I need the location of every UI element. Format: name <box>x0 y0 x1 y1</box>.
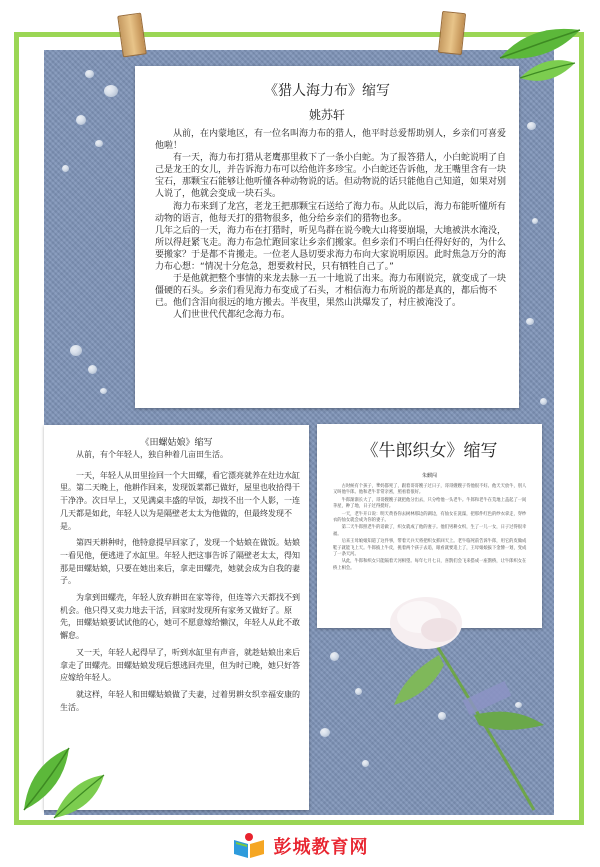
water-drop <box>532 218 538 224</box>
paragraph: 古时候有个孩子，爹妈都死了，跟着哥哥嫂子过日子，哥哥嫂嫂子待他很不好。他天天放牛，别人又叫他牛郎。他和老牛非常亲密，照看着很好。 <box>333 484 527 496</box>
water-drop <box>88 365 97 374</box>
article-body <box>333 484 529 573</box>
book-logo-icon <box>232 832 266 860</box>
water-drop <box>104 85 118 97</box>
article-hailibu <box>135 66 519 408</box>
paragraph: 几年之后的一天，海力布在打猎时，听见鸟群在说今晚大山将要崩塌，大地被洪水淹没，所以得赶紧飞走。海力布急忙跑回家让乡亲们搬家。但乡亲们不明白任得好好的，为什么要搬家？于是都不肯搬走。一位老人恳切要求海力布向大家说明原因。此时焦急万分的海力布心想：“情况十分危急，想要救村民，只有牺牲自己了。” <box>155 225 507 273</box>
paragraph: 牛郎渐渐长大了，哥哥嫂嫂子就把他分出去，只分给他一头老牛。牛郎和老牛在荒地上盖起了一间茅屋，种了地，日子过得挺好。 <box>333 497 527 510</box>
paragraph: 一天，老牛开口说：明天黄昏你去树林那边的湖边，有仙女在洗澡，把那件红色的纱衣拿走，穿纱衣的仙女就会成为你的妻子。 <box>333 511 527 524</box>
water-drop <box>527 122 536 130</box>
article-body <box>60 449 300 718</box>
clothespin-left <box>117 13 147 58</box>
water-drop <box>526 318 534 325</box>
water-drop <box>100 388 107 394</box>
leaf-icon <box>490 18 585 93</box>
paragraph: 第二天牛郎照老牛的话做了，织女就成了他的妻子。他们男耕女织，生了一儿一女，日子过得很幸福。 <box>333 525 527 537</box>
paragraph: 又一天，年轻人起得早了，听到水缸里有声音，就趁姑娘出来后拿走了田螺壳。田螺姑娘发现后想逃回壳里，但为时已晚，她只好答应嫁给年轻人。 <box>60 647 300 683</box>
paragraph: 海力布来到了龙宫，老龙王把那颗宝石送给了海力布。从此以后，海力布能听懂所有动物的语言，他每天打的猎物很多，他分给乡亲们的猎物也多。 <box>155 201 507 224</box>
water-drop <box>540 398 547 405</box>
clothespin-right <box>438 11 466 55</box>
paragraph: 从前，在内蒙地区，有一位名叫海力布的猎人，他平时总爱帮助别人，乡亲们可喜爱他啦！ <box>155 129 507 152</box>
water-drop <box>62 165 69 172</box>
leaf-icon <box>14 740 109 820</box>
article-title: 《猎人海力布》缩写 <box>264 83 390 99</box>
water-drop <box>95 140 103 147</box>
water-drop <box>76 115 86 125</box>
water-drop <box>320 728 330 737</box>
article-title: 《田螺姑娘》缩写 <box>140 438 213 448</box>
article-author: 朱麒闯 <box>421 473 437 479</box>
paragraph: 就这样，年轻人和田螺姑娘做了夫妻，过着男耕女织幸福安康的生活。 <box>60 689 300 712</box>
paragraph: 后来王母娘娘知道了这件事，带着天兵天将把织女抓回天上。老牛临死前告诉牛郎，用它的皮做成鞋子就能飞上天。牛郎披上牛皮，挑着两个孩子去追，眼看就要追上了，王母娘娘拔下金簪一划，变成了一条天河。 <box>333 539 527 558</box>
article-body <box>155 128 507 322</box>
article-author: 姚苏轩 <box>308 108 345 122</box>
paragraph: 人们世世代代都纪念海力布。 <box>173 310 291 321</box>
paragraph: 从此，牛郎和织女只能隔着天河相望。每年七月七日，喜鹊们会飞来搭成一座鹊桥，让牛郎织女在桥上相会。 <box>333 559 527 571</box>
water-drop <box>70 345 82 356</box>
article-title: 《牛郎织女》缩写 <box>361 441 498 461</box>
water-drop <box>330 652 339 661</box>
water-drop <box>85 70 94 78</box>
paragraph: 一天，年轻人从田里捡回一个大田螺，看它漂亮就养在灶边水缸里。第二天晚上，他耕作回来，发现饭菜都已做好，屋里也收拾得干干净净。次日早上，又见满桌丰盛的早饭，却找不出一个人影，一连几天都是如此，年轻人以为是隔壁老太太为他做的，但最终发现不是。 <box>60 470 300 531</box>
paragraph: 于是他就把整个事情的来龙去脉一五一十地说了出来。海力布刚说完，就变成了一块僵硬的石头。乡亲们看见海力布变成了石头，才相信海力布所说的都是真的，都后悔不已。他们含泪向很远的地方搬去。半夜里，果然山洪爆发了，村庄被淹没了。 <box>155 274 507 309</box>
brand-name: 彭城教育网 <box>273 837 369 858</box>
paragraph: 第四天耕种时，他特意提早回家了，发现一个姑娘在做饭。姑娘一看见他，便逃进了水缸里。年轻人把这事告诉了隔壁老太太，得知那是田螺姑娘，只要在她出来后，拿走田螺壳，她就会成为自我的妻子。 <box>60 538 300 586</box>
paragraph: 有一天，海力布打猎从老鹰那里救下了一条小白蛇。为了报答猎人，小白蛇说明了自己是龙王的女儿，并告诉海力布可以给他许多珍宝。小白蛇还告诉他，龙王嘴里含有一块宝石，那颗宝石能够让他听懂各种动物说的话。但动物说的话只能他自己知道，如果对别人说了，他就会变成一块石头。 <box>155 153 507 200</box>
water-drop <box>355 688 362 695</box>
footer <box>0 825 600 867</box>
flower-image <box>384 585 554 815</box>
water-drop <box>362 760 369 767</box>
paragraph: 从前，有个年轻人，独自种着几亩田生活。 <box>76 450 228 459</box>
paragraph: 为拿到田螺壳，年轻人放弃耕田在家等待，但连等六天都找不到机会。他只得又卖力地去干活，回家时发现所有家务又做好了。原先，田螺姑娘要试试他的心，她可不愿意嫁给懒汉，年轻人从此不敢懈怠。 <box>60 593 300 641</box>
